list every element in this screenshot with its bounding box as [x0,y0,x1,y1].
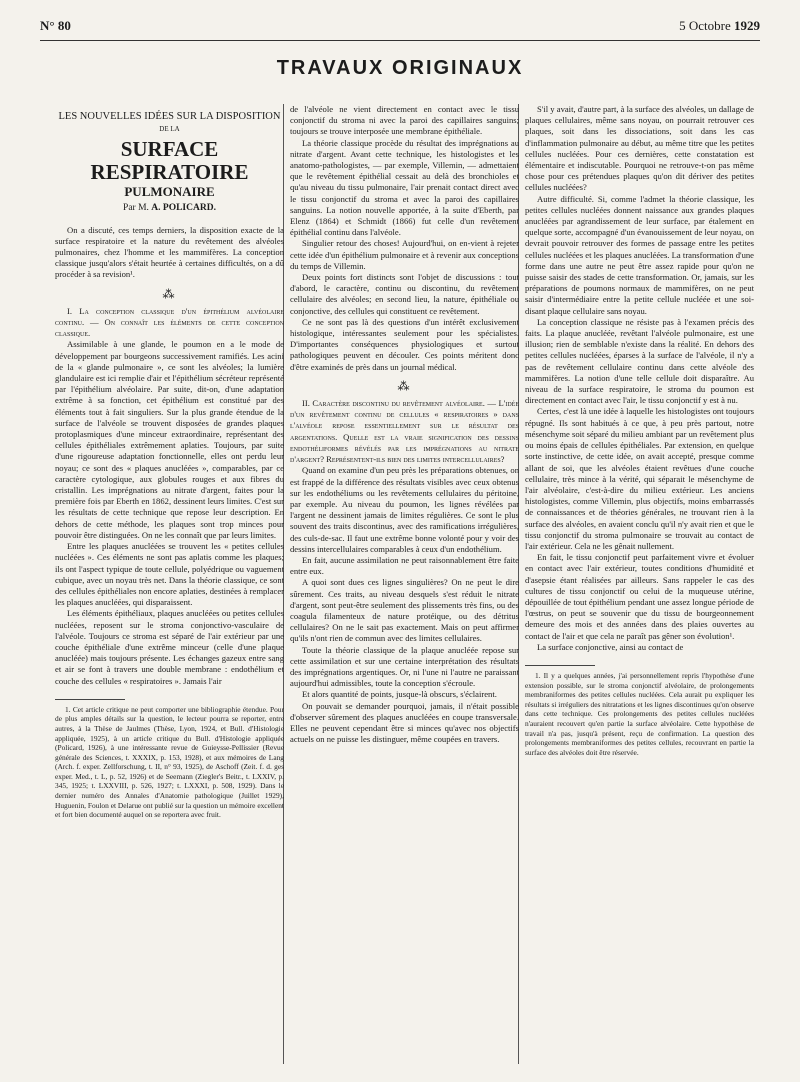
page-number: N° 80 [40,18,71,33]
column-1 [55,104,284,1064]
section-title: TRAVAUX ORIGINAUX [276,57,524,79]
author-line [55,203,284,214]
paragraph: En fait, le tissu conjonctif peut parfaitement vivre et évoluer en contact avec l'air extérieur, toutes conditions d'humidité et d'asepsie étant réalisées par ailleurs. Sans rappeler le cas des cultures de tissu conjonctif ou celui de la muqueuse utérine, dépouillée de tout épithélium pendant une assez longue période de l'œstrus, on peut se souvenir que du tissu de bourgeonnement demeure des mois et des années dans des plaies ouvertes au contact de l'air et que cela ne paraît pas gêner son évolution¹. [525,552,754,641]
header-rule [40,40,760,41]
paragraph: Assimilable à une glande, le poumon en a le mode de développement par bourgeons successivement ramifiés. Les acini de la « glande pulmonaire », ce sont les alvéoles; la lumière glandulaire est ici remplie d'air et l'épithélium sécréteur représenté par l'épithélium alvéolaire. Par suite, dit-on, d'une adaptation extrême à sa fonction, cet épithélium est constitué par des éléments tout à fait singuliers. Sur la plus grande étendue de la surface de l'alvéole se trouvent disposées de grandes plaques protoplasmiques d'une minceur extraordinaire, représentant des cellules épithéliales extrêmement aplaties. Toujours, par suite d'une rigoureuse adaptation fonctionnelle, elles ont perdu leur noyau; ce sont des « plaques anucléées », comparables, par ce caractère cytologique, aux globules rouges et aux fibres du cristallin. Les imprégnations au nitrate d'argent, faites pour la première fois par Eberth en 1862, dessinent leurs limites. C'est sur les résultats de cette technique que repose leur description. En dehors de cette méthode, les plaques sont trop minces pour pouvoir être distinguées. On ne les connaît que par leurs limites. [55,339,284,540]
section-separator-stars: ⁂ [162,286,177,301]
article-title-line2: DE LA [159,125,180,133]
paragraph: S'il y avait, d'autre part, à la surface des alvéoles, un dallage de plaques cellulaires, même sans noyau, on pourrait retrouver ces plaques, soit dans les dissociations, soit dans les cas d'inflammation pulmonaire au début, au même titre que les petites cellules nucléées. Pour ces dernières, cette constatation est élémentaire et indiscutable. Pourquoi ne retrouve-t-on pas même chose pour ces prétendues plaques qu'on dit dériver des petites cellules nucléées? [525,104,754,193]
paragraph: Entre les plaques anucléées se trouvent les « petites cellules nucléées ». Ces éléments ne sont pas aplatis comme les plaques; ils ont l'aspect typique de toute cellule, polyédrique ou vaguement cubique, avec un noyau très net. Dans la théorie classique, ce sont des cellules épithéliales non encore aplaties, destinées à remplacer les plaques anucléées, qui disparaissent. [55,541,284,608]
footnote-1: 1. Cet article critique ne peut comporter une bibliographie étendue. Pour de plus amples détails sur la question, le lecteur pourra se reporter, entre autres, à la Thèse de Jaulmes (Thèse, Lyon, 1924, et Bull. d'Histologie appliquée, 1925), à un article critique du Bull. d'Histologie appliquée (Policard, 1926), à une intéressante revue de Guieysse-Pellissier (Revue générale des Sciences, t. XXXIX, p. 153, 1928), et aux mémoires de Lang (Arch. f. exper. Zellforschung, t. II, n° 93, 1925), de Aschoff (Zeit. f. d. ges exper. Med., t. L, p. 52, 1926) et de Seemann (Ziegler's Beitr., t. LXXIV, p. 345, 1925; t. LXXVIII, p. 526, 1927; t. LXXXI, p. 508, 1929). Dans le dernier numéro des Annales d'Anatomie pathologique (Juillet 1929), Huguenin, Foulon et Delarue ont publié sur la question un mémoire excellent et fort bien documenté auquel on se reportera avec fruit. [55,704,284,820]
section-heading-2-label: II. Caractère discontinu du revêtement alvéolaire. [302,398,485,409]
article-title-sub: PULMONAIRE [124,184,215,200]
footnote-2: 1. Il y a quelques années, j'ai personnellement repris l'hypothèse d'une extension possible, sur le stroma conjonctif alvéolaire, de prolongements membraniformes des petites cellules nucléées. Cela aurait pu expliquer les résultats si irréguliers des nitratations et les lignes discontinues qu'on observe dans cette technique. Ces prolongements des petites cellules nucléées n'auraient recouvert qu'en partie la surface alvéolaire. Cette hypothèse de travail n'a pas, jusqu'à présent, reçu de confirmation. La question des prolongements membraniformes des petites cellules, recouvrant en partie la surface des alvéoles doit être réservée. [525,670,754,757]
paragraph: Et alors quantité de points, jusque-là obscurs, s'éclairent. [302,689,497,700]
section-heading-2 [290,398,519,465]
article-title-line1: LES NOUVELLES IDÉES SUR LA DISPOSITION [58,111,281,122]
paragraph: La conception classique ne résiste pas à l'examen précis des faits. La plaque anucléée, revêtant l'alvéole pulmonaire, est une illusion; rien de semblable n'existe dans la réalité. En dehors des petites cellules nucléées, éparses à la surface de l'alvéole, il n'y a pas de revêtement cellulaire continu dans cette alvéole des mammifères. La notion d'une telle cellule doit disparaître. Au niveau de la surface respiratoire, le stroma du poumon est directement en contact avec l'air, le tissu conjonctif y est à nu. [525,316,754,406]
footnote-rule [525,665,595,666]
paragraph: Autre difficulté. Si, comme l'admet la théorie classique, les petites cellules nucléées donnent naissance aux grandes plaques anucléées par agrandissement de leur surface, par étalement en quelque sorte, accompagné d'un évanouissement de leur noyau, on devrait pouvoir retrouver des formes de passage entre les petites cellules nucléées et les plaques anucléées. La transformation d'une forme dans une autre ne peut être assez rapide pour qu'on ne puisse saisir des stades de cette transformation. Or, jamais, sur les préparations de poumons normaux de mammifères, on ne peut saisir d'intermédiaire entre la petite cellule nucléée et une soi-disant plaque cellulaire sans noyau. [525,193,754,316]
section-separator-stars: ⁂ [397,378,412,393]
paragraph: Quand on examine d'un peu près les préparations obtenues, on est frappé de la différence des résultats visibles avec ceux obtenus sur les endothéliums ou les revêtements cellulaires du péritoine, par exemple. Au niveau du poumon, les lignes révélées par l'argent ne dessinent jamais de limites régulières. Ce sont le plus souvent des traits discontinus, avec des ramifications irrégulières, des culs-de-sac. Il faut une extrême bonne volonté pour y voir des dessins intercellulaires comparables à ceux d'un endothélium. [290,465,519,554]
issue-date-year: 1929 [734,18,760,33]
paragraph: La surface conjonctive, ainsi au contact de [537,641,684,652]
paragraph: Les éléments épithéliaux, plaques anucléées ou petites cellules nucléées, reposent sur le stroma conjonctivo-vasculaire de l'alvéole. Toujours ce stroma est séparé de l'air extérieur par une couche épithéliale d'une extrême minceur (celle d'une plaque anucléée) mais toujours présente. Les échanges gazeux entre sang et air se font à travers une double membrane : endothélium et couche des cellules « respiratoires ». Jamais l'air [55,608,284,686]
author-prefix: Par M. [123,203,152,214]
paragraph: Certes, c'est là une idée à laquelle les histologistes ont toujours répugné. Ils sont habitués à ce que, à peu près partout, notre mésenchyme soit séparé du milieu ambiant par un revêtement plus ou moins épais de cellules épithéliales. Par extension, en quelque sorte instinctive, de cette idée, on avait accepté, presque comme allant de soi, que les alvéoles étaient revêtues d'une couche cellulaire, très mince à la vérité, qui séparait le mésenchyme de l'air alvéolaire, c'est-à-dire du milieu extérieur. Les anciens histologistes, comme Villemin, plus objectifs, moins embarrassés de connaissances et de théories générales, ne trouvant rien à la surface des alvéoles, en avaient conclu qu'il n'y avait rien et que le tissu conjonctif du stroma pulmonaire se trouvait au contact de l'air extérieur. Cela ne les gênait nullement. [525,406,754,551]
running-header [40,18,760,40]
issue-date-day-month: 5 Octobre [679,18,734,33]
paragraph: Toute la théorie classique de la plaque anucléée repose sur cette assimilation et sur une certaine interprétation des résultats des imprégnations argentiques. Or, ni l'une ni l'autre ne paraissant aujourd'hui admissibles, toute la conception s'écroule. [290,644,519,689]
author-name: A. POLICARD. [151,203,216,214]
paragraph: Deux points fort distincts sont l'objet de discussions : tout d'abord, le caractère, continu ou discontinu, du revêtement cellulaire des alvéoles; en second lieu, la nature, épithéliale ou conjonctive, des cellules qui constituent ce revêtement. [290,272,519,316]
footnote-rule [55,699,125,700]
issue-date [679,18,760,34]
paragraph: Ce ne sont pas là des questions d'un intérêt exclusivement histologique, intéressantes seulement pour les spécialistes. D'importantes conséquences physiologiques et surtout pathologiques peuvent en découler. Ces points méritent donc d'être examinés de près dans un journal médical. [290,316,519,372]
paragraph: de l'alvéole ne vient directement en contact avec le tissu conjonctif du stroma ni avec la paroi des capillaires sanguins; toujours se trouve interposée une membrane épithéliale. [290,104,519,137]
section-heading-1-text: — On connaît les éléments de cette conception classique. [55,317,284,339]
paragraph: A quoi sont dues ces lignes singulières? On ne peut le dire sûrement. Ces traits, au niveau desquels s'est réduit le nitrate d'argent, sont peut-être seulement des plissements très fins, ou des coagula filamenteux de nature protéique, ou des détritus cellulaires? On ne le sait pas exactement. Mais on peut affirmer qu'ils n'ont rien de commun avec des limites cellulaires. [290,577,519,644]
section-heading-1 [55,306,284,340]
paragraph: On pouvait se demander pourquoi, jamais, il n'était possible d'observer sûrement des plaques anucléées en coupe transversale. Elles ne peuvent cependant être si minces qu'avec nos objectifs actuels on ne puisse les distinguer, même coupées en travers. [290,700,519,745]
paragraph: En fait, aucune assimilation ne peut raisonnablement être faite entre eux. [290,554,519,577]
section-heading-2-text: — L'idée d'un revêtement continu de cellules « respiratoires » dans l'alvéole repose essentiellement sur le résultat des argentations. Quelle est la vraie signification des dessins endothéliformes révélés par les imprégnations au nitrate d'argent? Représentent-ils bien des limites intercellulaires? [290,398,519,465]
paragraph: La théorie classique procède du résultat des imprégnations au nitrate d'argent. Avant cette technique, les histologistes et les anatomo-pathologistes, — par exemple, Villemin, — admettaient que le revêtement épithélial cessait au delà des bronchioles et qu'au niveau du tissu pulmonaire, l'air prenait contact direct avec le tissu conjonctif du stroma et avec la paroi des capillaires sanguins. La notion nouvelle apportée, à la suite d'Eberth, par Elenz (1864) et Schmidt (1866) fut celle d'un revêtement épithélial continu dans l'alvéole. [290,137,519,238]
paragraph: Singulier retour des choses! Aujourd'hui, on en-vient à rejeter cette idée d'un épithélium pulmonaire et à revenir aux conceptions du temps de Villemin. [290,238,519,271]
column-2 [290,104,519,1064]
article-title-main: SURFACE RESPIRATOIRE [90,137,249,185]
section-heading-1-label: I. La conception classique d'un épithélium alvéolaire continu. [55,305,284,328]
column-3 [525,104,754,1064]
paragraph: On a discuté, ces temps derniers, la disposition exacte de la surface respiratoire et la nature du revêtement des alvéoles pulmonaires, chez l'homme et les mammifères. La conception classique jusqu'alors s'était heurtée à certaines difficultés, on a dû procéder à sa revision¹. [55,224,284,280]
